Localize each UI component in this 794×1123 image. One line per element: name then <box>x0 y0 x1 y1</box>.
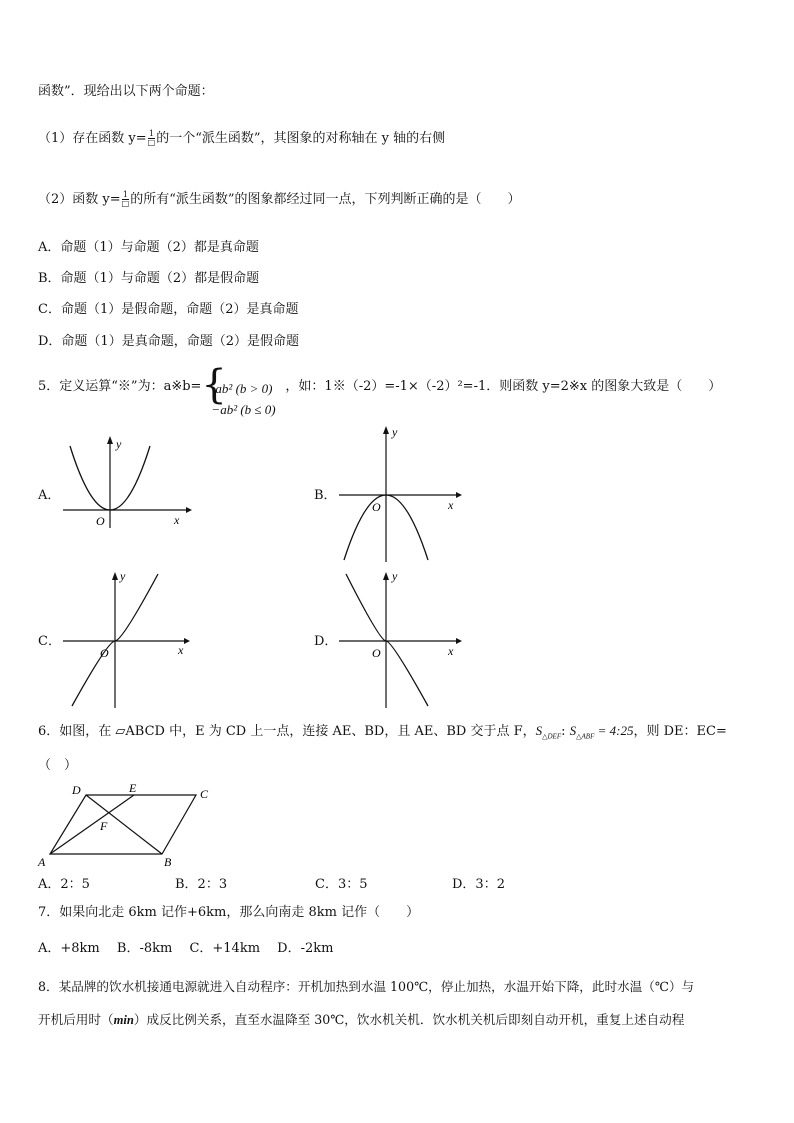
graph-c-origin-label: O <box>100 646 109 660</box>
prop1-pre: （1）存在函数 y= <box>38 131 147 146</box>
q6-pre: 6．如图，在 <box>38 724 116 739</box>
graph-c-x-arrow <box>184 638 190 644</box>
graph-d-x-label: x <box>448 644 454 658</box>
graph-b-label[interactable]: B． <box>314 488 337 503</box>
q6-choice-a[interactable]: A．2：5 <box>38 877 90 892</box>
point-c-label: C <box>200 787 209 801</box>
point-a-label: A <box>38 855 46 869</box>
graph-a-y-arrow <box>107 436 113 444</box>
graph-b-origin-label: O <box>372 500 381 514</box>
q4-option-c[interactable]: C．命题（1）是假命题，命题（2）是真命题 <box>38 302 299 317</box>
q4-proposition-2 <box>38 191 521 209</box>
graph-b-x-label: x <box>448 498 454 512</box>
q6-mid: ABCD 中，E 为 CD 上一点，连接 AE、BD，且 AE、BD 交于点 F， <box>125 724 536 739</box>
prop1-post: 的一个“派生函数”，其图象的对称轴在 y 轴的右侧 <box>156 131 446 146</box>
area-def: $S_{\triangle DEF}$ <box>535 723 562 741</box>
parallelogram-abcd <box>50 795 196 854</box>
q7-stem: 7．如果向北走 6km 记作+6km，那么向南走 8km 记作（ ） <box>38 905 420 920</box>
graph-c <box>58 568 198 710</box>
graph-b <box>334 422 474 564</box>
graph-d-curve <box>346 574 428 706</box>
graph-b-y-arrow <box>383 426 389 434</box>
parallelogram-figure <box>36 780 226 870</box>
segment-bd <box>86 795 162 854</box>
graph-b-y-label: y <box>392 425 398 439</box>
graph-a-origin-label: O <box>96 514 105 528</box>
q5-post: ，如：1※（-2）=-1×（-2）²=-1．则函数 y=2※x 的图象大致是（ ） <box>285 379 722 394</box>
prop2-post: 的所有“派生函数”的图象都经过同一点，下列判断正确的是（ ） <box>130 192 521 207</box>
q8-unit: min <box>113 1013 134 1027</box>
q6-choice-c[interactable]: C．3：5 <box>315 877 368 892</box>
area-ratio: = 4:25 <box>594 723 634 738</box>
point-f-label: F <box>100 819 108 833</box>
segment-ae <box>50 795 134 854</box>
area-colon: : <box>561 724 566 739</box>
q4-option-a[interactable]: A．命题（1）与命题（2）都是真命题 <box>38 240 259 255</box>
point-e-label: E <box>129 781 137 795</box>
q6-post: ，则 DE：EC= <box>633 724 727 739</box>
q4-option-b[interactable]: B．命题（1）与命题（2）都是假命题 <box>38 271 260 286</box>
q6-paren: （ ） <box>38 758 78 773</box>
prop2-fraction: $\frac{1}{□}$ <box>121 190 130 208</box>
q5-pre: 5．定义运算“※”为：a※b= <box>38 379 202 394</box>
graph-a-label[interactable]: A． <box>38 488 61 503</box>
graph-a-x-label: x <box>174 513 180 527</box>
prop1-fraction: $\frac{1}{□}$ <box>147 129 156 147</box>
graph-c-y-label: y <box>120 569 126 583</box>
q4-option-d[interactable]: D．命题（1）是真命题，命题（2）是假命题 <box>38 334 299 349</box>
q7-choices[interactable]: A．+8km B．-8km C．+14km D．-2km <box>38 941 334 956</box>
prop2-pre: （2）函数 y= <box>38 192 121 207</box>
q8-line2-pre: 开机后用时（ <box>38 1012 114 1027</box>
point-d-label: D <box>72 783 81 797</box>
graph-d-y-label: y <box>392 569 398 583</box>
q8-line-2 <box>38 1011 684 1029</box>
intro-line: 函数”．现给出以下两个命题： <box>38 84 214 99</box>
graph-a-y-label: y <box>116 437 122 451</box>
q6-choice-d[interactable]: D．3：2 <box>452 877 505 892</box>
parallelogram-symbol: ▱ <box>115 724 126 739</box>
q6-choice-b[interactable]: B．2：3 <box>175 877 228 892</box>
graph-d-x-arrow <box>456 638 462 644</box>
graph-b-x-arrow <box>456 492 462 498</box>
q5-stem <box>38 361 722 417</box>
q6-stem <box>38 722 727 746</box>
q8-line-1: 8．某品牌的饮水机接通电源就进入自动程序：开机加热到水温 100℃，停止加热，水温开始下降，此时水温（℃）与 <box>38 979 695 994</box>
graph-c-label[interactable]: C． <box>38 634 61 649</box>
q5-piecewise: { ab² (b > 0) −ab² (b ≤ 0) <box>201 361 276 417</box>
graph-d-y-arrow <box>383 572 389 580</box>
q8-line2-post: ）成反比例关系，直至水温降至 30℃，饮水机关机．饮水机关机后即刻自动开机，重复上述自动程 <box>133 1012 685 1027</box>
graph-a-x-arrow <box>186 507 192 513</box>
graph-a <box>58 432 198 532</box>
graph-c-x-label: x <box>178 643 184 657</box>
graph-d-origin-label: O <box>372 646 381 660</box>
graph-c-y-arrow <box>112 572 118 580</box>
area-abf: $S_{\triangle ABF}$ <box>569 723 595 741</box>
graph-d <box>334 568 474 710</box>
point-b-label: B <box>164 855 172 869</box>
q4-proposition-1 <box>38 130 445 148</box>
graph-d-label[interactable]: D． <box>314 634 338 649</box>
